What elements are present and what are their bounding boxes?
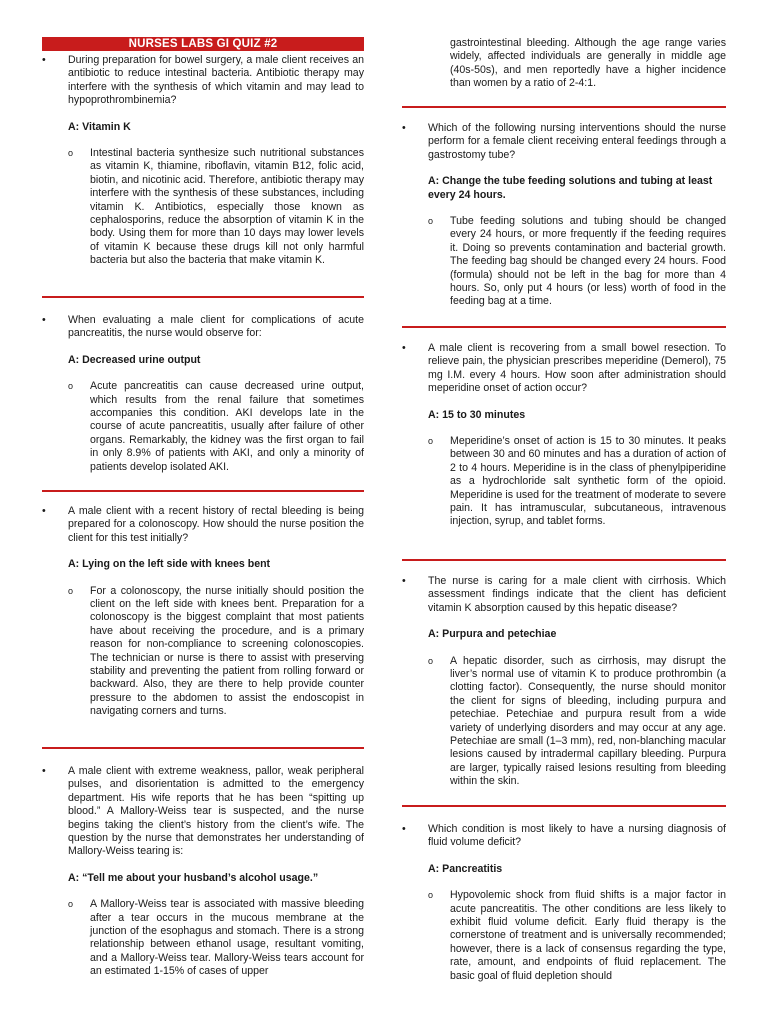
explanation-text: o Meperidine’s onset of action is 15 to 30 minutes. It peaks between 30 and 60 minutes and has a duration of action of 2 to 4 hours. Meperidine is in the class of phenylpiperidine as a hydrochloride salt synthetic form of the opioid. Meperidine is used for the treatment of moderate to severe pain. It has intramuscular, subcutaneous, intravenous injection, syrup, and tablet forms. bbox=[428, 435, 726, 528]
bullet-icon: • bbox=[42, 765, 46, 777]
question-text: • When evaluating a male client for complications of acute pancreatitis, the nurse would observe for: bbox=[42, 314, 364, 340]
bullet-icon: • bbox=[402, 823, 406, 835]
answer-text: A: Decreased urine output bbox=[68, 353, 201, 366]
section-divider bbox=[402, 106, 726, 108]
sub-bullet-icon: o bbox=[68, 381, 74, 392]
bullet-icon: • bbox=[402, 342, 406, 354]
sub-bullet-icon: o bbox=[68, 148, 74, 159]
explanation-text: o Hypovolemic shock from fluid shifts is a major factor in acute pancreatitis. The other conditions are less likely to exhibit fluid volume deficit. Early fluid therapy is the cornerstone of treatment and is universally recommended; however, there is a lack of consensus regarding the type, rate, amount, and endpoints of fluid replacement. The basic goal of fluid depletion should bbox=[428, 889, 726, 982]
question-text: • A male client with extreme weakness, pallor, weak peripheral pulses, and disorientation is admitted to the emergency department. His wife reports that he has been “spitting up blood.” A Mallory-Weiss tear is suspected, and the nurse begins taking the client’s history from the client’s wife. The question by the nurse that demonstrates her understanding of Mallory-Weiss tearing is: bbox=[42, 765, 364, 858]
section-divider bbox=[402, 805, 726, 807]
answer-text: A: Pancreatitis bbox=[428, 862, 503, 875]
bullet-icon: • bbox=[42, 54, 46, 66]
question-block bbox=[402, 823, 726, 983]
explanation-continuation: gastrointestinal bleeding. Although the age range varies widely, affected individuals are generally in middle age (40s-50s), and men reportedly have a higher incidence than women by a ratio of 2-4:1. bbox=[450, 37, 726, 90]
section-divider bbox=[402, 559, 726, 561]
explanation-text: o Intestinal bacteria synthesize such nutritional substances as vitamin K, thiamine, riboflavin, vitamin B12, folic acid, biotin, and nicotinic acid. Therefore, antibiotic therapy may interfere with the synthesis of these substances, including vitamin K. Antibiotics, especially those known as cephalosporins, reduce the absorption of vitamin K in the body. Using them for more than 10 days may lower levels of vitamin K because these drugs kill not only harmful bacteria but also the bacteria that make vitamin K. bbox=[68, 147, 364, 267]
explanation-text: o Tube feeding solutions and tubing should be changed every 24 hours, or more frequently if the feeding requires it. Doing so prevents contamination and bacterial growth. The feeding bag should be changed every 24 hours. Food (formula) should not be left in the bag for more than 4 hours. So, only put 4 hours (or less) worth of food in the feeding bag at a time. bbox=[428, 215, 726, 308]
question-block bbox=[42, 54, 364, 268]
section-divider bbox=[402, 326, 726, 328]
question-block bbox=[42, 314, 364, 474]
bullet-icon: • bbox=[402, 122, 406, 134]
sub-bullet-icon: o bbox=[428, 436, 434, 447]
answer-text: A: Purpura and petechiae bbox=[428, 628, 557, 641]
bullet-icon: • bbox=[42, 314, 46, 326]
question-text: • The nurse is caring for a male client with cirrhosis. Which assessment findings indicate that the client has deficient vitamin K absorption caused by this hepatic disease? bbox=[402, 575, 726, 614]
answer-text: A: Vitamin K bbox=[68, 120, 131, 133]
question-block bbox=[42, 505, 364, 719]
explanation-text: o A Mallory-Weiss tear is associated with massive bleeding after a tear occurs in the mucous membrane at the junction of the esophagus and stomach. There is a strong relationship between ethanol usage, resultant vomiting, and a Mallory-Weiss tear. Mallory-Weiss tears account for an estimated 1-15% of cases of upper bbox=[68, 898, 364, 978]
sub-bullet-icon: o bbox=[428, 216, 434, 227]
sub-bullet-icon: o bbox=[68, 585, 74, 596]
bullet-icon: • bbox=[42, 505, 46, 517]
explanation-text: o For a colonoscopy, the nurse initially should position the client on the left side with knees bent. Preparation for a colonoscopy is the biggest complaint that most patients have about receiving the procedure, and is a primary reason for non-compliance to screening colonoscopies. The technician or nurse is there to assist with preserving stability and preventing the patient from rolling forward or backward. Also, they are there to help provide counter pressure to the abdomen to assist the endoscopist in navigating corners and turns. bbox=[68, 584, 364, 718]
question-block bbox=[42, 765, 364, 979]
section-divider bbox=[42, 747, 364, 749]
sub-bullet-icon: o bbox=[428, 890, 434, 901]
question-block bbox=[402, 122, 726, 309]
question-text: • A male client is recovering from a small bowel resection. To relieve pain, the physician prescribes meperidine (Demerol), 75 mg I.M. every 4 hours. How soon after administration should meperidine onset of action occur? bbox=[402, 342, 726, 395]
answer-text: A: Change the tube feeding solutions and tubing at least every 24 hours. bbox=[428, 175, 713, 201]
question-block bbox=[402, 342, 726, 529]
question-text: • Which of the following nursing interventions should the nurse perform for a female client receiving enteral feedings through a gastrostomy tube? bbox=[402, 122, 726, 161]
question-block bbox=[402, 575, 726, 789]
continued-explanation bbox=[402, 37, 726, 91]
section-divider bbox=[42, 296, 364, 298]
answer-text: A: 15 to 30 minutes bbox=[428, 408, 526, 421]
question-text: • Which condition is most likely to have a nursing diagnosis of fluid volume deficit? bbox=[402, 823, 726, 849]
answer-text: A: Lying on the left side with knees bent bbox=[68, 558, 271, 571]
answer-text: A: “Tell me about your husband’s alcohol usage.” bbox=[68, 871, 319, 884]
explanation-text: o Acute pancreatitis can cause decreased urine output, which results from the renal failure that sometimes accompanies this condition. AKI develops late in the course of acute pancreatitis, usually after failure of other organs. Remarkably, the kidney was the first organ to fail in only 8.9% of patients with AKI, and only a minority of patients develop isolated AKI. bbox=[68, 380, 364, 473]
bullet-icon: • bbox=[402, 575, 406, 587]
sub-bullet-icon: o bbox=[428, 655, 434, 666]
quiz-title: NURSES LABS GI QUIZ #2 bbox=[42, 37, 364, 51]
explanation-text: o A hepatic disorder, such as cirrhosis, may disrupt the liver’s normal use of vitamin K to produce prothrombin (a clotting factor). Consequently, the nurse should monitor the client for signs of bleeding, including purpura and petechiae. Petechiae and purpura result from a wide variety of underlying disorders and may occur at any age. Petechiae are small (1–3 mm), red, non-blanching macular lesions caused by intradermal capillary bleeding. Purpura are larger, typically raised lesions resulting from bleeding within the skin. bbox=[428, 654, 726, 788]
question-text: • A male client with a recent history of rectal bleeding is being prepared for a colonoscopy. How should the nurse position the client for this test initially? bbox=[42, 505, 364, 544]
sub-bullet-icon: o bbox=[68, 899, 74, 910]
section-divider bbox=[42, 490, 364, 492]
question-text: • During preparation for bowel surgery, a male client receives an antibiotic to reduce intestinal bacteria. Antibiotic therapy may interfere with the synthesis of which vitamin and may lead to hypoprothrombinemia? bbox=[42, 54, 364, 107]
